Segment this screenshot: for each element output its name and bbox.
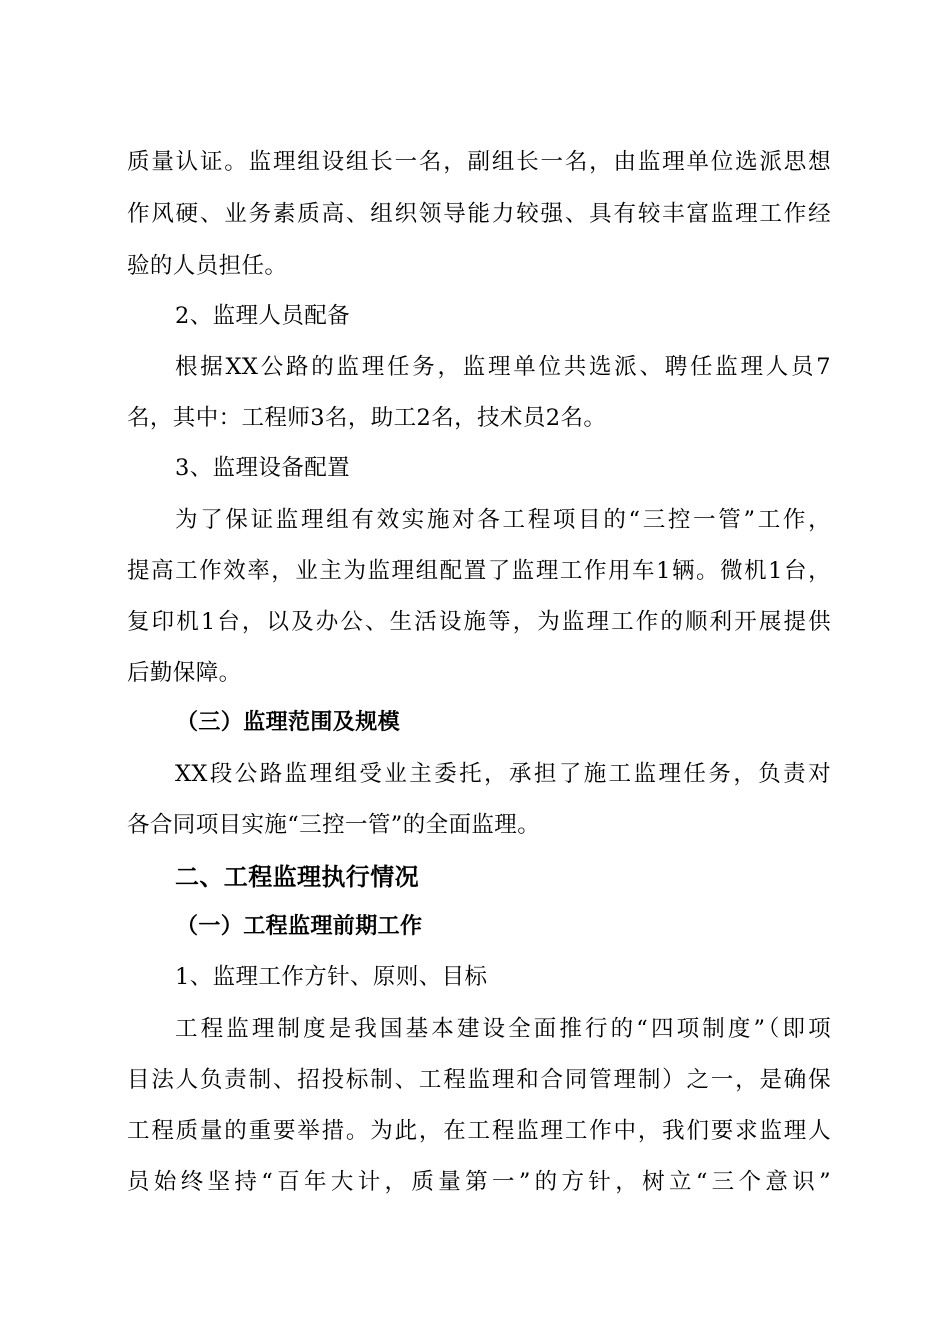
- subsection-heading: 2、监理人员配备: [175, 303, 351, 329]
- body-text-line: 名，其中：工程师3名，助工2名，技术员2名。: [127, 405, 607, 431]
- subsection-heading: 1、监理工作方针、原则、目标: [175, 964, 488, 990]
- body-text-line: 员始终坚持“百年大计，质量第一”的方针，树立“三个意识”: [127, 1169, 831, 1195]
- subsection-heading: 3、监理设备配置: [175, 455, 351, 481]
- body-text-line: 提高工作效率，业主为监理组配置了监理工作用车1辆。微机1台，: [127, 558, 831, 584]
- body-text-line: 验的人员担任。: [127, 253, 288, 279]
- body-text-line: 复印机1台，以及办公、生活设施等，为监理工作的顺利开展提供: [127, 609, 831, 635]
- chapter-heading: 二、工程监理执行情况: [175, 863, 419, 891]
- body-text-line: 为了保证监理组有效实施对各工程项目的“三控一管”工作，: [175, 507, 831, 533]
- body-text-line: 后勤保障。: [127, 660, 242, 686]
- body-text-line: XX段公路监理组受业主委托，承担了施工监理任务，负责对: [175, 761, 831, 787]
- body-text-line: 质量认证。监理组设组长一名，副组长一名，由监理单位选派思想: [127, 149, 831, 175]
- body-text-line: 各合同项目实施“三控一管”的全面监理。: [127, 812, 541, 838]
- section-heading: （一）工程监理前期工作: [176, 914, 423, 939]
- section-heading: （三）监理范围及规模: [176, 710, 401, 735]
- body-text-line: 工程质量的重要举措。为此，在工程监理工作中，我们要求监理人: [127, 1118, 831, 1144]
- body-text-line: 作风硬、业务素质高、组织领导能力较强、具有较丰富监理工作经: [127, 201, 831, 227]
- body-text-line: 目法人负责制、招投标制、工程监理和合同管理制）之一，是确保: [127, 1067, 831, 1093]
- body-text-line: 根据XX公路的监理任务，监理单位共选派、聘任监理人员7: [175, 354, 831, 380]
- body-text-line: 工程监理制度是我国基本建设全面推行的“四项制度”（即项: [175, 1016, 831, 1042]
